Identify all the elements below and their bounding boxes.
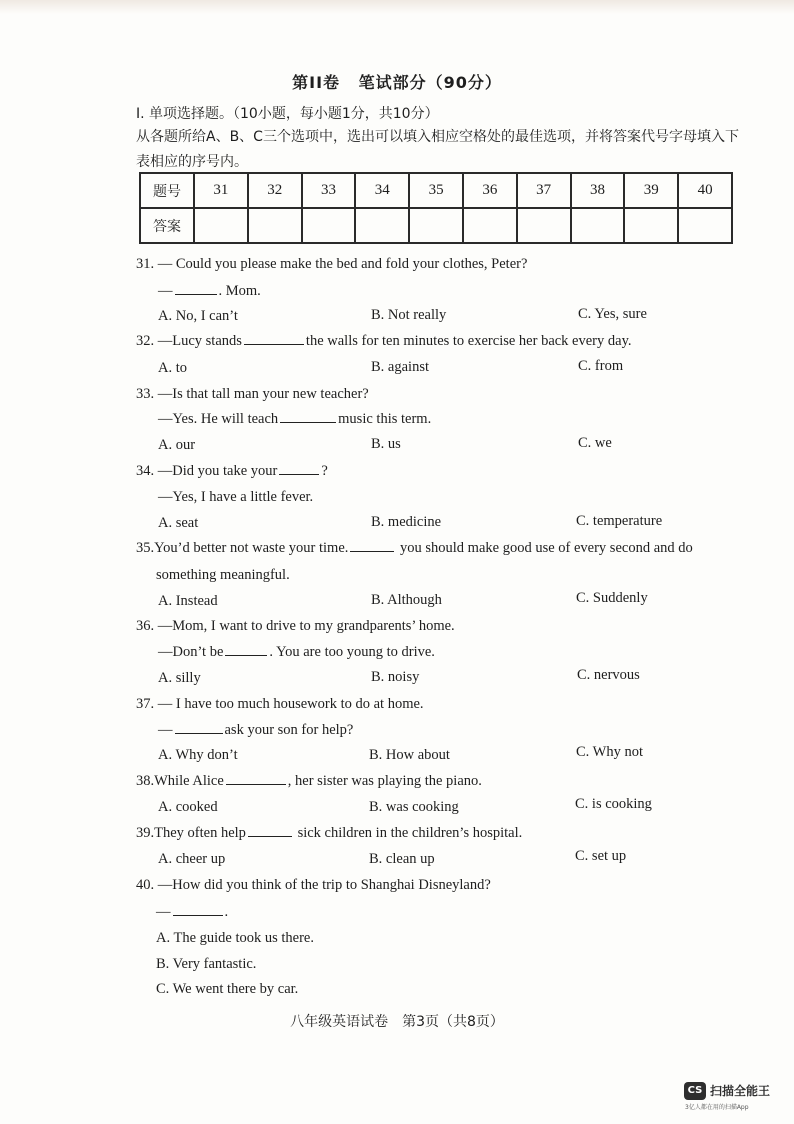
answer-cell[interactable] [355,208,409,243]
question-number-cell: 32 [248,173,302,208]
q39-option-a[interactable]: A. cheer up [158,851,226,867]
q39-option-c[interactable]: C. set up [575,848,627,864]
q33-option-a[interactable]: A. our [158,437,196,453]
q37-response-start: — [158,722,173,738]
q40-option-b[interactable]: B. Very fantastic. [156,956,257,972]
q39-stem [136,825,522,842]
q34-option-b[interactable]: B. medicine [371,514,442,530]
row-label-number: 题号 [140,173,194,208]
answer-cell[interactable] [302,208,356,243]
instruction-text: 从各题所给A、B、C三个选项中，选出可以填入相应空格处的最佳选项，并将答案代号字母填入下表相应的序号内。 [136,129,739,170]
q35-option-a[interactable]: A. Instead [158,593,218,609]
q34-response: —Yes, I have a little fever. [158,489,314,505]
q38-option-a[interactable]: A. cooked [158,799,218,815]
q31-option-a[interactable]: A. No, I can’t [158,308,238,324]
page-footer: 八年级英语试卷 第3页（共8页） [290,1014,504,1030]
q37-option-c[interactable]: C. Why not [576,744,643,760]
q32-option-a[interactable]: A. to [158,360,187,376]
q36-response [158,644,435,661]
answer-cell[interactable] [463,208,517,243]
q35-stem-end: you should make good use of every second and do [400,540,693,556]
q31-option-c[interactable]: C. Yes, sure [578,306,647,322]
q32-option-c[interactable]: C. from [578,358,624,374]
answer-table-number-row [140,173,732,208]
q39-option-b[interactable]: B. clean up [369,851,435,867]
q40-response [156,904,228,921]
q34-option-c[interactable]: C. temperature [576,513,663,529]
row-label-answer: 答案 [140,208,194,243]
q38-blank[interactable] [226,783,286,785]
scanner-tagline: 3亿人都在用的扫描App [685,1104,749,1111]
q33-blank[interactable] [280,421,336,423]
q37-blank[interactable] [175,732,223,734]
q31-response-start: — [158,283,173,299]
q35-option-b[interactable]: B. Although [371,592,442,608]
q36-blank[interactable] [225,654,267,656]
q34-stem-start: 34. —Did you take your [136,463,278,479]
q40-blank[interactable] [173,914,223,916]
q35-stem-continued: something meaningful. [156,567,290,583]
q31-response-end: . Mom. [218,283,261,299]
q32-stem-end: the walls for ten minutes to exercise her back every day. [305,333,632,349]
question-number-cell: 36 [463,173,517,208]
q38-stem-end: , her sister was playing the piano. [287,773,482,789]
section-name: 笔试部分（90分） [358,73,502,92]
q35-blank[interactable] [350,550,394,552]
q40-stem: 40. —How did you think of the trip to Shanghai Disneyland? [136,877,491,893]
q38-option-b[interactable]: B. was cooking [369,799,459,815]
q38-stem [136,773,482,790]
q34-option-a[interactable]: A. seat [158,515,199,531]
q33-stem: 33. —Is that tall man your new teacher? [136,386,369,402]
q40-option-a[interactable]: A. The guide took us there. [156,930,314,946]
answer-cell[interactable] [409,208,463,243]
scanner-name: 扫描全能王 [710,1084,771,1098]
answer-cell[interactable] [624,208,678,243]
question-number-cell: 40 [678,173,732,208]
q35-stem [136,540,693,557]
q33-response [158,411,431,428]
scanner-logo-icon: CS [684,1082,706,1100]
scanner-watermark [684,1082,784,1114]
q32-blank[interactable] [244,343,304,345]
answer-cell[interactable] [517,208,571,243]
q36-option-a[interactable]: A. silly [158,670,201,686]
q37-response [158,722,353,739]
q33-option-b[interactable]: B. us [371,436,401,452]
q31-response [158,283,261,300]
q34-stem [136,463,328,480]
question-number-cell: 35 [409,173,463,208]
answer-cell[interactable] [194,208,248,243]
q31-option-b[interactable]: B. Not really [371,307,447,323]
question-number-cell: 33 [302,173,356,208]
q40-response-end: . [224,904,229,920]
q37-option-a[interactable]: A. Why don’t [158,747,238,763]
q32-stem-start: 32. —Lucy stands [136,333,242,349]
q34-blank[interactable] [279,473,319,475]
q37-stem: 37. — I have too much housework to do at home. [136,696,424,712]
question-number-cell: 34 [355,173,409,208]
q35-stem-start: 35.You’d better not waste your time. [136,540,349,556]
q34-stem-end: ? [321,463,328,479]
answer-table [139,172,733,244]
q40-response-start: — [156,904,171,920]
q36-option-b[interactable]: B. noisy [371,669,420,685]
q33-response-end: music this term. [338,411,432,427]
q33-option-c[interactable]: C. we [578,435,612,451]
question-number-cell: 37 [517,173,571,208]
q31-stem: 31. — Could you please make the bed and fold your clothes, Peter? [136,256,528,272]
q32-stem [136,333,632,350]
answer-cell[interactable] [248,208,302,243]
q32-option-b[interactable]: B. against [371,359,429,375]
question-number-cell: 39 [624,173,678,208]
scan-edge [0,0,794,14]
q40-option-c[interactable]: C. We went there by car. [156,981,299,997]
answer-cell[interactable] [571,208,625,243]
q39-stem-start: 39.They often help [136,825,246,841]
answer-table-answer-row [140,208,732,243]
answer-cell[interactable] [678,208,732,243]
q39-stem-end: sick children in the children’s hospital. [297,825,523,841]
section-part: 第II卷 [292,73,341,92]
q36-stem: 36. —Mom, I want to drive to my grandparents’ home. [136,618,455,634]
q37-option-b[interactable]: B. How about [369,747,450,763]
question-number-cell: 38 [571,173,625,208]
part-heading: I. 单项选择题。（10小题，每小题1分，共10分） [136,106,439,122]
question-number-cell: 31 [194,173,248,208]
q33-response-start: —Yes. He will teach [158,411,279,427]
q38-stem-start: 38.While Alice [136,773,224,789]
q36-option-c[interactable]: C. nervous [577,667,640,683]
q38-option-c[interactable]: C. is cooking [575,796,652,812]
section-title [0,70,794,93]
q31-blank[interactable] [175,293,217,295]
q35-option-c[interactable]: C. Suddenly [576,590,648,606]
q36-response-start: —Don’t be [158,644,224,660]
q37-response-end: ask your son for help? [224,722,354,738]
q39-blank[interactable] [248,835,292,837]
q36-response-end: . You are too young to drive. [269,644,435,660]
